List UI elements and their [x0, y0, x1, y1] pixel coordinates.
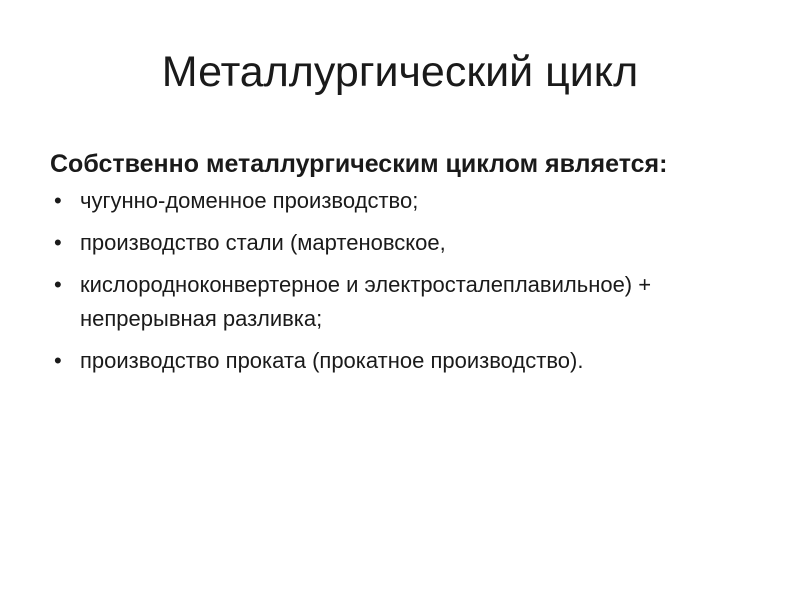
- bullet-list: [50, 184, 770, 378]
- bullet-item: [50, 226, 770, 260]
- bullet-item: [50, 344, 770, 378]
- bullet-text: кислородноконвертерное и электросталеплавильное) + непрерывная разливка;: [80, 272, 652, 331]
- bullet-text: производство стали (мартеновское,: [80, 230, 446, 255]
- bullet-text: производство проката (прокатное производство).: [80, 348, 584, 373]
- bullet-icon: •: [54, 230, 62, 255]
- bullet-text: чугунно-доменное производство;: [80, 188, 419, 213]
- bullet-item: [50, 268, 770, 336]
- lead-text: Собственно металлургическим циклом является:: [50, 150, 668, 178]
- slide-title: Металлургический цикл: [161, 48, 639, 96]
- bullet-icon: •: [54, 348, 62, 373]
- bullet-icon: •: [54, 188, 62, 213]
- bullet-icon: •: [54, 272, 62, 297]
- slide-content: [50, 146, 770, 386]
- bullet-item: [50, 184, 770, 218]
